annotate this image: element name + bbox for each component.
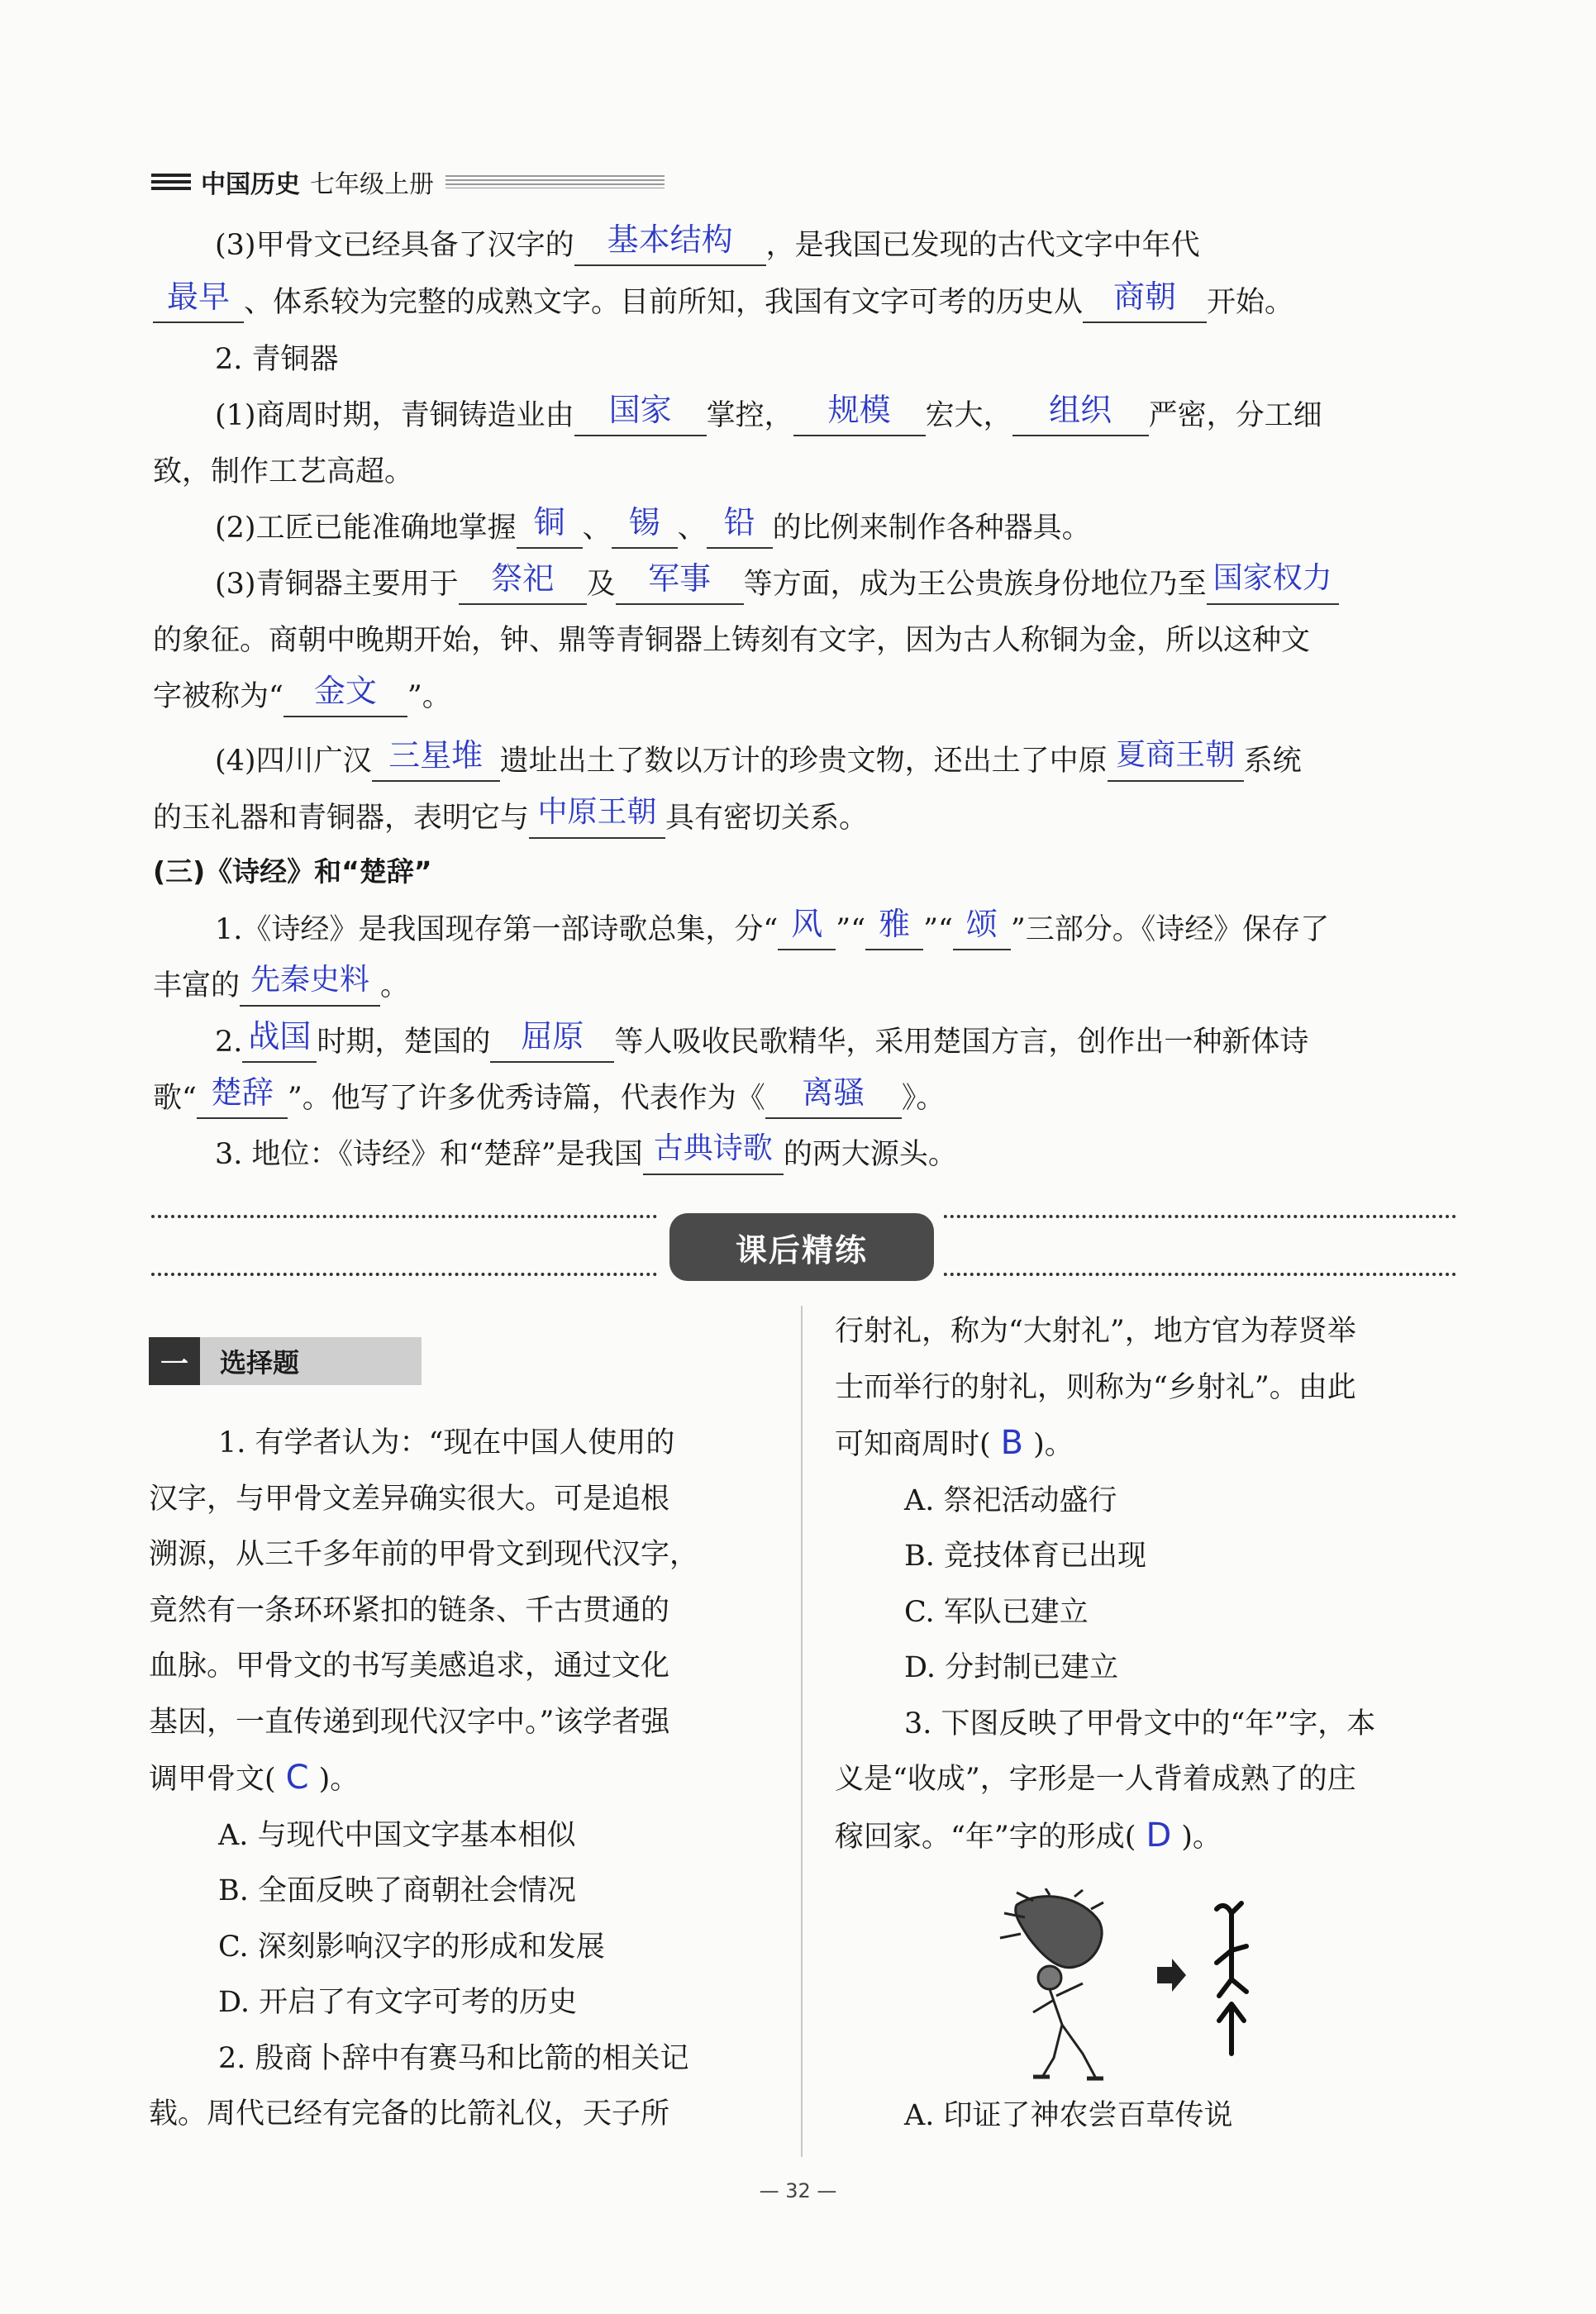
question-line: 竟然有一条环环紧扣的链条、千古贯通的 xyxy=(149,1593,670,1627)
text-line: 2. 青铜器 xyxy=(215,343,339,376)
answer: 商朝 xyxy=(1113,279,1177,315)
text-line: (3)甲骨文已经具备了汉字的 基本结构 ，是我国已发现的古代文字中年代 xyxy=(215,225,1459,266)
answer-blank xyxy=(865,906,923,950)
option: A. 印证了神农尝百草传说 xyxy=(904,2099,1233,2132)
answer: 国家权力 xyxy=(1212,561,1332,595)
answer: 颂 xyxy=(965,906,998,942)
option: B. 竞技体育已出现 xyxy=(904,1540,1146,1573)
question-line: 可知商周时( B )。 xyxy=(835,1424,1074,1462)
answer: 离骚 xyxy=(802,1074,865,1111)
answer-blank xyxy=(612,504,678,549)
answer: 基本结构 xyxy=(607,221,733,258)
question-line: 调甲骨文( C )。 xyxy=(149,1759,360,1797)
column-divider xyxy=(801,1306,803,2157)
answer: 金文 xyxy=(313,673,377,709)
answer-blank xyxy=(778,906,836,950)
question-line: 基因，一直传递到现代汉字中。”该学者强 xyxy=(149,1705,670,1739)
choice-answer: B xyxy=(1000,1424,1024,1462)
answer-blank xyxy=(517,504,583,549)
practice-banner: 课后精练 xyxy=(669,1213,934,1281)
option: D. 开启了有文字可考的历史 xyxy=(218,1986,578,2019)
text-line: (2)工匠已能准确地掌握 铜 、 锡 、 铅 的比例来制作各种器具。 xyxy=(215,507,1459,549)
arrow-right-icon xyxy=(1157,1959,1186,1992)
answer-blank xyxy=(529,795,665,839)
answer: 中原王朝 xyxy=(537,795,657,829)
header-bars-icon xyxy=(151,174,191,190)
answer-blank xyxy=(1108,738,1244,782)
text-line: 3. 地位：《诗经》和“楚辞”是我国 古典诗歌 的两大源头。 xyxy=(215,1134,1459,1175)
section-tag xyxy=(149,1337,422,1385)
answer: 国家 xyxy=(608,392,672,428)
option: C. 军队已建立 xyxy=(904,1595,1089,1629)
answer-blank xyxy=(242,1018,317,1063)
answer-blank xyxy=(490,1018,614,1063)
answer: 先秦史料 xyxy=(250,963,370,997)
question-line: 士而举行的射礼，则称为“乡射礼”。由此 xyxy=(835,1370,1356,1404)
oracle-year-figure xyxy=(984,1888,1298,2087)
text-line: 的象征。商朝中晚期开始，钟、鼎等青铜器上铸刻有文字，因为古人称铜为金，所以这种文 xyxy=(153,624,1311,657)
text-line: 1.《诗经》是我国现存第一部诗歌总集，分“ 风 ”“ 雅 ”“ 颂 ”三部分。《诗经》保存了 xyxy=(215,909,1459,950)
answer: 战国 xyxy=(248,1018,312,1055)
header-subject: 中国历史 xyxy=(201,170,300,199)
option: B. 全面反映了商朝社会情况 xyxy=(218,1874,576,1907)
answer: 锡 xyxy=(628,504,660,540)
text-line: 的玉礼器和青铜器，表明它与 中原王朝 具有密切关系。 xyxy=(153,798,1459,839)
answer: 风 xyxy=(791,906,823,942)
text-line: 致，制作工艺高超。 xyxy=(153,455,414,488)
text-line: (1)商周时期，青铜铸造业由 国家 掌控， 规模 宏大， 组织 严密，分工细 xyxy=(215,395,1459,436)
oracle-bone-nian-icon xyxy=(1217,1903,1246,2054)
question-line: 1. 有学者认为：“现在中国人使用的 xyxy=(218,1426,675,1459)
option: C. 深刻影响汉字的形成和发展 xyxy=(218,1930,605,1964)
answer-blank xyxy=(372,737,500,782)
section-tag-number: 一 xyxy=(149,1337,200,1385)
question-line: 载。周代已经有完备的比箭礼仪，天子所 xyxy=(149,2097,670,2131)
header-grade: 七年级上册 xyxy=(310,170,434,199)
answer-blank xyxy=(765,1074,902,1119)
question-line: 行射礼，称为“大射礼”，地方官为荐贤举 xyxy=(835,1315,1356,1348)
text-line: 字被称为“ 金文 ”。 xyxy=(153,676,1459,717)
choice-answer: D xyxy=(1146,1816,1172,1855)
question-line: 义是“收成”，字形是一人背着成熟了的庄 xyxy=(835,1763,1356,1796)
answer: 雅 xyxy=(879,906,911,942)
section-tag-label: 选择题 xyxy=(200,1337,422,1385)
option: A. 祭祀活动盛行 xyxy=(904,1483,1117,1517)
answer: 三星堆 xyxy=(388,737,484,774)
question-line: 血脉。甲骨文的书写美感追求，通过文化 xyxy=(149,1650,670,1683)
text-line: (4)四川广汉 三星堆 遗址出土了数以万计的珍贵文物，还出土了中原 夏商王朝 系统 xyxy=(215,740,1459,782)
answer-blank xyxy=(1012,392,1149,436)
answer: 最早 xyxy=(166,279,230,315)
left-column xyxy=(149,1416,769,2143)
answer-blank xyxy=(793,392,926,436)
text-line: 最早 、体系较为完整的成熟文字。目前所知，我国有文字可考的历史从 商朝 开始。 xyxy=(153,282,1459,323)
text-line: (3)青铜器主要用于 祭祀 及 军事 等方面，成为王公贵族身份地位乃至 国家权力 xyxy=(215,564,1459,605)
answer-blank xyxy=(459,560,587,605)
answer-blank xyxy=(574,392,707,436)
farmer-carrying-harvest-icon xyxy=(1000,1888,1103,2078)
answer-blank xyxy=(153,279,244,323)
answer: 祭祀 xyxy=(491,560,555,597)
choice-answer: C xyxy=(285,1759,309,1797)
answer: 屈原 xyxy=(521,1018,584,1055)
answer: 夏商王朝 xyxy=(1116,738,1236,772)
question-line: 溯源，从三千多年前的甲骨文到现代汉字， xyxy=(149,1538,699,1571)
answer: 规模 xyxy=(827,392,891,428)
answer-blank xyxy=(616,560,744,605)
text-line: 丰富的 先秦史料 。 xyxy=(153,965,1459,1007)
text-line: 2. 战国 时期，楚国的 屈原 等人吸收民歌精华，采用楚国方言，创作出一种新体诗 xyxy=(215,1021,1459,1063)
question-line: 2. 殷商卜辞中有赛马和比箭的相关记 xyxy=(218,2041,689,2075)
question-line: 3. 下图反映了甲骨文中的“年”字，本 xyxy=(904,1707,1376,1740)
answer: 军事 xyxy=(648,560,712,597)
answer-blank xyxy=(574,221,766,266)
option: D. 分封制已建立 xyxy=(904,1651,1119,1684)
answer-blank xyxy=(197,1074,288,1119)
answer: 楚辞 xyxy=(210,1074,274,1111)
option: A. 与现代中国文字基本相似 xyxy=(218,1818,576,1852)
text-line: 歌“ 楚辞 ”。他写了许多优秀诗篇，代表作为《 离骚 》。 xyxy=(153,1078,1459,1119)
section-heading: (三)《诗经》和“楚辞” xyxy=(153,855,432,888)
answer: 铜 xyxy=(533,504,565,540)
answer: 组织 xyxy=(1049,392,1112,428)
question-line: 稼回家。“年”字的形成( D )。 xyxy=(835,1816,1222,1855)
answer-blank xyxy=(707,504,773,549)
answer-blank xyxy=(283,673,407,717)
answer-blank xyxy=(1083,279,1207,323)
running-header xyxy=(151,162,665,202)
answer-blank xyxy=(643,1131,784,1175)
question-line: 汉字，与甲骨文差异确实很大。可是追根 xyxy=(149,1482,670,1516)
answer-blank xyxy=(953,906,1011,950)
header-rule xyxy=(445,175,665,188)
answer: 铅 xyxy=(723,504,755,540)
page-number: — 32 — xyxy=(759,2179,837,2202)
answer-blank xyxy=(1207,561,1339,605)
answer: 古典诗歌 xyxy=(653,1131,773,1165)
